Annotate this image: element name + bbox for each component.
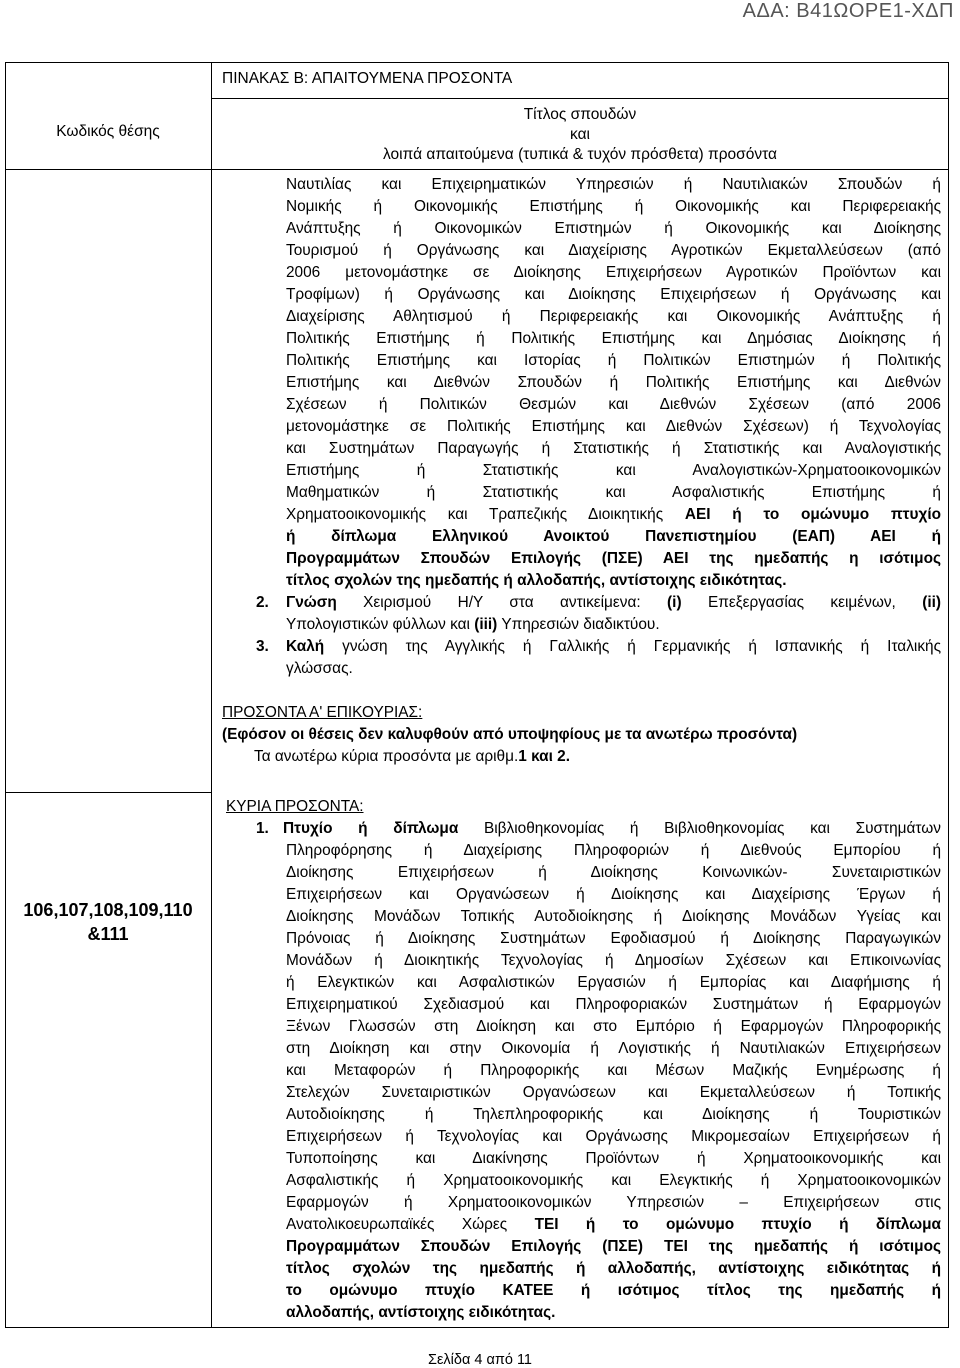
row-divider [6,792,211,793]
text-line: 2006 μετονομάστηκε σε Διοίκησης Επιχειρήσεων Αγροτικών Προϊόντων και [286,264,941,281]
text-segment: Επεξεργασίας κειμένων, [707,594,896,611]
text-line: Διαχείρισης Αθλητισμού ή Περιφερειακής και Οικονομικής Ανάπτυξης ή [286,308,941,325]
text-line: Μονάδων ή Διοικητικής Τεχνολογίας ή Δημοσίων Σχέσεων και Επικοινωνίας [286,952,941,969]
text-segment-bold: Πτυχίο ή δίπλωμα [283,820,459,837]
text-line-bold: τίτλος σχολών της ημεδαπής ή αλλοδαπής, αντίστοιχης ειδικότητας ή [286,1260,941,1277]
section-note: (Εφόσον οι θέσεις δεν καλυφθούν από υποψηφίους με τα ανωτέρω προσόντα) [222,726,798,743]
text-line [286,504,941,526]
column-header-title-line: λοιπά απαιτούμενα (τυπικά & τυχόν πρόσθετα) προσόντα [383,146,777,163]
text-line: Επιχειρήσεων ή Τεχνολογίας και Οργάνωσης Μικρομεσαίων Επιχειρήσεων ή [286,1128,941,1145]
section-heading: ΠΡΟΣΟΝΤΑ Α' ΕΠΙΚΟΥΡΙΑΣ: [222,704,423,721]
item-number: 2. [256,594,269,611]
table-title: ΠΙΝΑΚΑΣ Β: ΑΠΑΙΤΟΥΜΕΝΑ ΠΡΟΣΟΝΤΑ [222,70,513,87]
text-segment: γνώση της Αγγλικής ή Γαλλικής ή Γερμανικής ή Ισπανικής ή Ιταλικής [342,638,941,655]
ada-watermark: ΑΔΑ: Β41ΩΟΡΕ1-ΧΔΠ [742,0,954,22]
text-segment-bold: (ii) [922,594,942,611]
text-line: Τουρισμού ή Οργάνωσης και Διαχείρισης Αγροτικών Εκμεταλλεύσεων (από [286,242,941,259]
text-line: και Συστημάτων Παραγωγής ή Στατιστικής ή Στατιστικής και Αναλογιστικής [286,440,941,457]
text-line: ή Ελεγκτικών και Ασφαλιστικών Εργασιών ή Εμπορίας και Διαφήμισης ή [286,974,941,991]
column-header-title-line: Τίτλος σπουδών [523,106,637,123]
text-segment: Βιβλιοθηκονομίας ή Βιβλιοθηκονομίας και Συστημάτων [484,820,942,837]
text-line [286,592,941,614]
text-line [286,614,941,636]
text-line: στη Διοίκηση και στην Οικονομία ή Λογιστικής ή Ναυτιλιακών Επιχειρήσεων [286,1040,941,1057]
text-segment: Υπολογιστικών φύλλων και [286,616,470,633]
text-line: Επιχειρήσεων και Οργανώσεων ή Διοίκησης και Διαχείρισης Έργων ή [286,886,941,903]
text-segment-bold: 1 και 2. [518,748,570,765]
text-segment: Χειρισμού Η/Υ στα αντικείμενα: [363,594,641,611]
text-line: Σχέσεων ή Πολιτικών Θεσμών και Διεθνών Σχέσεων (από 2006 [286,396,941,413]
text-line: μετονομάστηκε σε Πολιτικής Επιστήμης και Διεθνών Σχέσεων) ή Τεχνολογίας [286,418,941,435]
text-line [286,1214,941,1236]
text-segment: Υπηρεσιών διαδικτύου. [501,616,660,633]
text-line-bold: το ομώνυμο πτυχίο ΚΑΤΕΕ ή ισότιμος τίτλος της ημεδαπής ή [286,1282,941,1299]
text-line-bold: ή δίπλωμα Ελληνικού Ανοικτού Πανεπιστημίου (ΕΑΠ) ΑΕΙ ή [286,528,941,545]
text-line: Διοίκησης Μονάδων Τοπικής Αυτοδιοίκησης ή Διοίκησης Μονάδων Υγείας και [286,908,941,925]
text-line-bold: τίτλος σχολών της ημεδαπής ή αλλοδαπής, αντίστοιχης ειδικότητας. [286,572,787,589]
text-line: Πρόνοιας ή Διοίκησης Συστημάτων Εφοδιασμού ή Διοίκησης Παραγωγικών [286,930,941,947]
text-line: Τυποποίησης και Διακίνησης Προϊόντων ή Χρηματοοικονομικής και [286,1150,941,1167]
text-line: Πολιτικής Επιστήμης ή Πολιτικής Επιστήμης και Δημόσιας Διοίκησης ή [286,330,941,347]
text-line-bold: αλλοδαπής, αντίστοιχης ειδικότητας. [286,1304,556,1321]
text-segment-bold: ΤΕΙ ή το ομώνυμο πτυχίο ή δίπλωμα [534,1216,941,1233]
text-segment-bold: Καλή [286,638,325,655]
column-header-title [211,105,949,165]
position-code [6,898,210,946]
position-code-line: 106,107,108,109,110 [23,900,193,920]
text-line: Ασφαλιστικής ή Χρηματοοικονομικής και Ελεγκτικής ή Χρηματοοικονομικών [286,1172,941,1189]
text-line: Πληροφόρησης ή Διαχείρισης Πληροφοριών ή Διεθνούς Εμπορίου ή [286,842,941,859]
text-line: Ξένων Γλωσσών στη Διοίκηση και στο Εμπόριο ή Εφαρμογών Πληροφορικής [286,1018,941,1035]
text-line: Επιστήμης και Διεθνών Σπουδών ή Πολιτικής Επιστήμης και Διεθνών [286,374,941,391]
text-line: και Μεταφορών ή Πληροφορικής και Μέσων Μαζικής Ενημέρωσης ή [286,1062,941,1079]
text-line: Διοίκησης Επιχειρήσεων ή Διοίκησης Κοινωνικών- Συνεταιριστικών [286,864,941,881]
text-line: Επιχειρηματικού Σχεδιασμού και Πληροφοριακών Συστημάτων ή Εφαρμογών [286,996,941,1013]
text-segment-bold: Γνώση [286,594,337,611]
text-line: Ανάπτυξης ή Οικονομικών Επιστημών ή Οικονομικής και Διοίκησης [286,220,941,237]
header-divider [6,169,949,170]
header-title-divider [211,98,949,99]
text-line: Πολιτικής Επιστήμης και Ιστορίας ή Πολιτικών Επιστημών ή Πολιτικής [286,352,941,369]
text-segment-bold: ΑΕΙ ή το ομώνυμο πτυχίο [684,506,941,523]
text-line: Τροφίμων) ή Οργάνωσης και Διοίκησης Επιχειρήσεων ή Οργάνωσης και [286,286,941,303]
text-segment-bold: (i) [667,594,682,611]
text-line: Στελεχών Συνεταιριστικών Οργανώσεων και Εκμεταλλεύσεων ή Τοπικής [286,1084,941,1101]
column-divider [211,63,212,1328]
text-segment-bold: (iii) [474,616,498,633]
text-line: Ναυτιλίας και Επιχειρηματικών Υπηρεσιών ή Ναυτιλιακών Σπουδών ή [286,176,941,193]
text-line-bold: Προγραμμάτων Σπουδών Επιλογής (ΠΣΕ) ΤΕΙ της ημεδαπής ή ισότιμος [286,1238,941,1255]
text-line: Επιστήμης ή Στατιστικής και Αναλογιστικών-Χρηματοοικονομικών [286,462,941,479]
item-number: 3. [256,638,269,655]
item-number: 1. [256,820,269,837]
text-line: Εφαρμογών ή Χρηματοοικονομικών Υπηρεσιών – Επιχειρήσεων στις [286,1194,941,1211]
text-line: Αυτοδιοίκησης ή Τηλεπληροφορικής και Διοίκησης ή Τουριστικών [286,1106,941,1123]
text-segment: Χρηματοοικονομικής και Τραπεζικής Διοικητικής [286,506,664,523]
text-line: Μαθηματικών ή Στατιστικής και Ασφαλιστικής Επιστήμης ή [286,484,941,501]
text-segment: Τα ανωτέρω κύρια προσόντα με αριθμ. [254,748,519,765]
position-code-line: &111 [87,924,129,944]
page-number: Σελίδα 4 από 11 [427,1352,532,1368]
column-header-code: Κωδικός θέσης [56,123,160,140]
text-line: Νομικής ή Οικονομικής Επιστήμης ή Οικονομικής και Περιφερειακής [286,198,941,215]
text-segment: Ανατολικοευρωπαϊκές Χώρες [286,1216,508,1233]
section-heading: ΚΥΡΙΑ ΠΡΟΣΟΝΤΑ: [226,798,364,815]
text-line [283,818,941,840]
text-line [254,746,570,768]
column-header-title-line: και [570,126,590,143]
text-line [286,636,941,658]
text-line: γλώσσας. [286,660,353,677]
text-line-bold: Προγραμμάτων Σπουδών Επιλογής (ΠΣΕ) ΑΕΙ της ημεδαπής η ισότιμος [286,550,941,567]
